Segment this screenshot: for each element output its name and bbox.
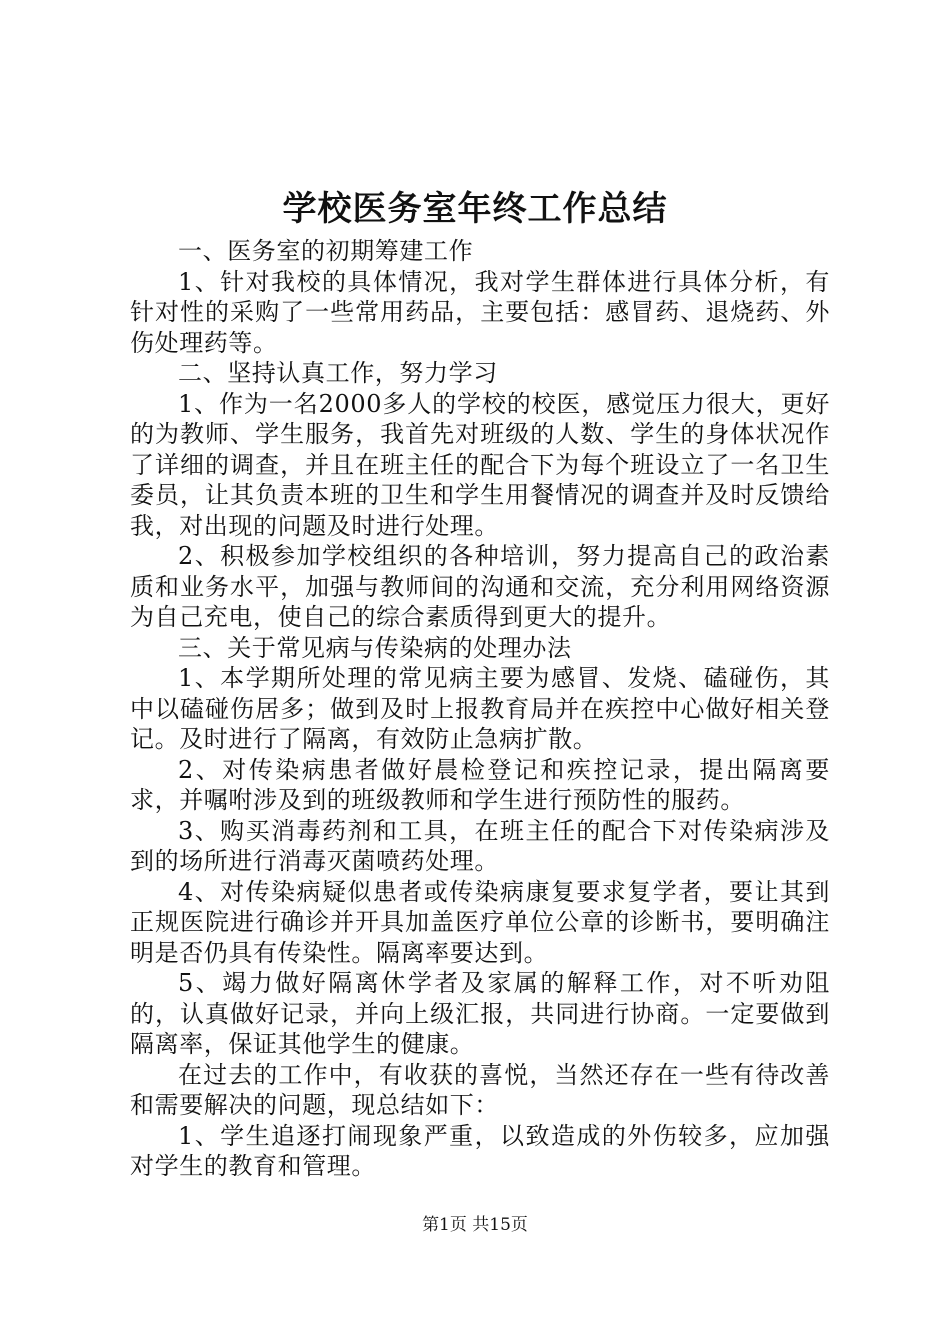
paragraph: 5、竭力做好隔离休学者及家属的解释工作，对不听劝阻的，认真做好记录，并向上级汇报，共同进行协商。一定要做到隔离率，保证其他学生的健康。 (130, 969, 830, 1058)
paragraph: 1、针对我校的具体情况，我对学生群体进行具体分析，有针对性的采购了一些常用药品，主要包括：感冒药、退烧药、外伤处理药等。 (130, 267, 830, 357)
paragraph: 一、医务室的初期筹建工作 (178, 237, 474, 265)
document-title: 学校医务室年终工作总结 (282, 189, 668, 229)
paragraph: 4、对传染病疑似患者或传染病康复要求复学者，要让其到正规医院进行确诊并开具加盖医疗单位公章的诊断书，要明确注明是否仍具有传染性。隔离率要达到。 (130, 877, 830, 967)
paragraph: 1、学生追逐打闹现象严重，以致造成的外伤较多，应加强对学生的教育和管理。 (130, 1121, 830, 1180)
paragraph: 2、对传染病患者做好晨检登记和疾控记录，提出隔离要求，并嘱咐涉及到的班级教师和学生进行预防性的服药。 (130, 755, 830, 814)
paragraph: 二、坚持认真工作，努力学习 (178, 359, 498, 387)
paragraph: 1、作为一名2000多人的学校的校医，感觉压力很大，更好的为教师、学生服务，我首先对班级的人数、学生的身体状况作了详细的调查，并且在班主任的配合下为每个班设立了一名卫生委员，让其负责本班的卫生和学生用餐情况的调查并及时反馈给我，对出现的问题及时进行处理。 (130, 389, 830, 540)
paragraph: 3、购买消毒药剂和工具，在班主任的配合下对传染病涉及到的场所进行消毒灭菌喷药处理。 (130, 816, 830, 875)
paragraph: 在过去的工作中，有收获的喜悦，当然还存在一些有待改善和需要解决的问题，现总结如下： (130, 1060, 830, 1119)
document-body (130, 236, 830, 1182)
paragraph: 2、积极参加学校组织的各种培训，努力提高自己的政治素质和业务水平，加强与教师间的沟通和交流，充分利用网络资源为自己充电，使自己的综合素质得到更大的提升。 (130, 542, 830, 631)
page-footer: 第1页 共15页 (422, 1215, 528, 1235)
paragraph: 三、关于常见病与传染病的处理办法 (178, 633, 572, 662)
paragraph: 1、本学期所处理的常见病主要为感冒、发烧、磕碰伤，其中以磕碰伤居多；做到及时上报教育局并在疾控中心做好相关登记。及时进行了隔离，有效防止急病扩散。 (130, 664, 830, 753)
